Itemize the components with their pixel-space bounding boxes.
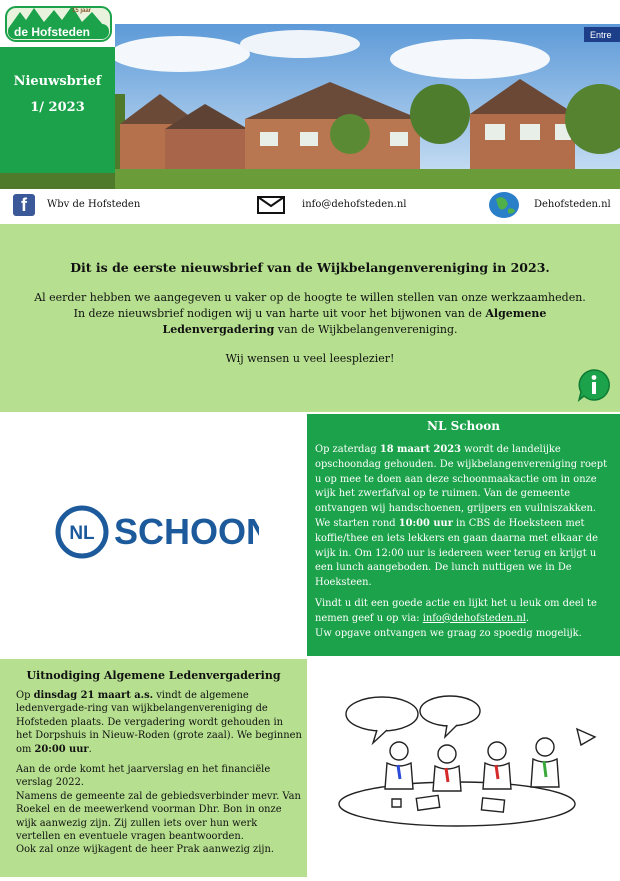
invitation-body (16, 689, 302, 857)
globe-icon[interactable] (488, 191, 520, 222)
invitation-paragraph-1: Op dinsdag 21 maart a.s. vindt de algemene ledenvergade-ring van wijkbelangenvereniging de Hofsteden plaats. De vergadering wordt gehouden in het Dorpshuis in Nieuw-Roden (grote zaal). We beginnen om 20:00 uur. (16, 690, 302, 755)
facebook-icon[interactable]: f (13, 194, 35, 216)
intro-line-1: Al eerder hebben we aangegeven u vaker op de hoogte te willen stellen van onze werkzaamheden. (34, 291, 586, 304)
intro-greeting: Wij wensen u veel leesplezier! (225, 352, 395, 365)
logo-nl: NL (69, 523, 95, 544)
logo (0, 0, 115, 47)
nlschoon-logo (54, 504, 259, 564)
street-sign-text: Entre (590, 30, 612, 40)
invitation-section (0, 659, 307, 877)
meeting-illustration (307, 659, 620, 877)
nlschoon-section (307, 414, 620, 656)
intro-section (0, 224, 620, 412)
intro-body (20, 290, 600, 338)
corner-decoration (115, 0, 137, 24)
nlschoon-paragraph-2: Vindt u dit een goede actie en lijkt het u leuk om deel te nemen geef u op via: info@dehofsteden.nl. Uw opgave ontvangen we graag zo spoedig mogelijk. (315, 597, 597, 639)
intro-title: Dit is de eerste nieuwsbrief van de Wijkbelangenvereniging in 2023. (70, 260, 550, 275)
nlschoon-logo-panel (0, 414, 307, 656)
logo-schoon: SCHOON (114, 511, 259, 552)
invitation-title: Uitnodiging Algemene Ledenvergadering (26, 669, 281, 682)
contact-bar (0, 190, 620, 222)
intro-line-2: In deze nieuwsbrief nodigen wij u van harte uit voor het bijwonen van de Algemene Ledenvergadering van de Wijkbelangenvereniging. (73, 307, 547, 336)
website-link[interactable]: Dehofsteden.nl (534, 199, 611, 210)
logo-anniversary: 15 jaar (72, 8, 92, 14)
facebook-link[interactable]: Wbv de Hofsteden (47, 199, 141, 210)
email-link[interactable]: info@dehofsteden.nl (302, 199, 407, 210)
nlschoon-paragraph-1: Op zaterdag 18 maart 2023 wordt de landelijke opschoondag gehouden. De wijkbelangenvereniging roept u op mee te doen aan deze schoonmaakactie om in onze wijk het zwerfafval op te ruimen. Van de gemeente ontvangen wij handschoenen, grijpers en vuilniszakken. We starten rond 10:00 uur in CBS de Hoeksteen met koffie/thee en iets lekkers en gaan daarna met elkaar de wijk in. Om 12:00 uur is iedereen weer terug en krijgt u een lunch aangeboden. De lunch nuttigen we in De Hoeksteen. (315, 444, 608, 589)
invitation-paragraph-2: Aan de orde komt het jaarverslag en het financiële verslag 2022. Namens de gemeente zal de gebiedsverbinder mevr. Van Roekel en de meewerkend voorman Dhr. Bon in onze wijk aanwezig zijn. Zij zullen iets over hun werk vertellen en eventuele vragen beantwoorden. Ook zal onze wijkagent de heer Prak aanwezig zijn. (16, 764, 301, 856)
nlschoon-email-link[interactable]: info@dehofsteden.nl (422, 612, 526, 624)
logo-name: de Hofsteden (14, 25, 91, 39)
mail-icon[interactable] (257, 196, 285, 217)
info-icon (576, 368, 612, 406)
issue-number: 1/ 2023 (30, 100, 85, 115)
nlschoon-title: NL Schoon (426, 419, 500, 433)
newsletter-label: Nieuwsbrief (13, 74, 102, 89)
nlschoon-body (315, 443, 613, 641)
issue-badge (0, 47, 115, 173)
